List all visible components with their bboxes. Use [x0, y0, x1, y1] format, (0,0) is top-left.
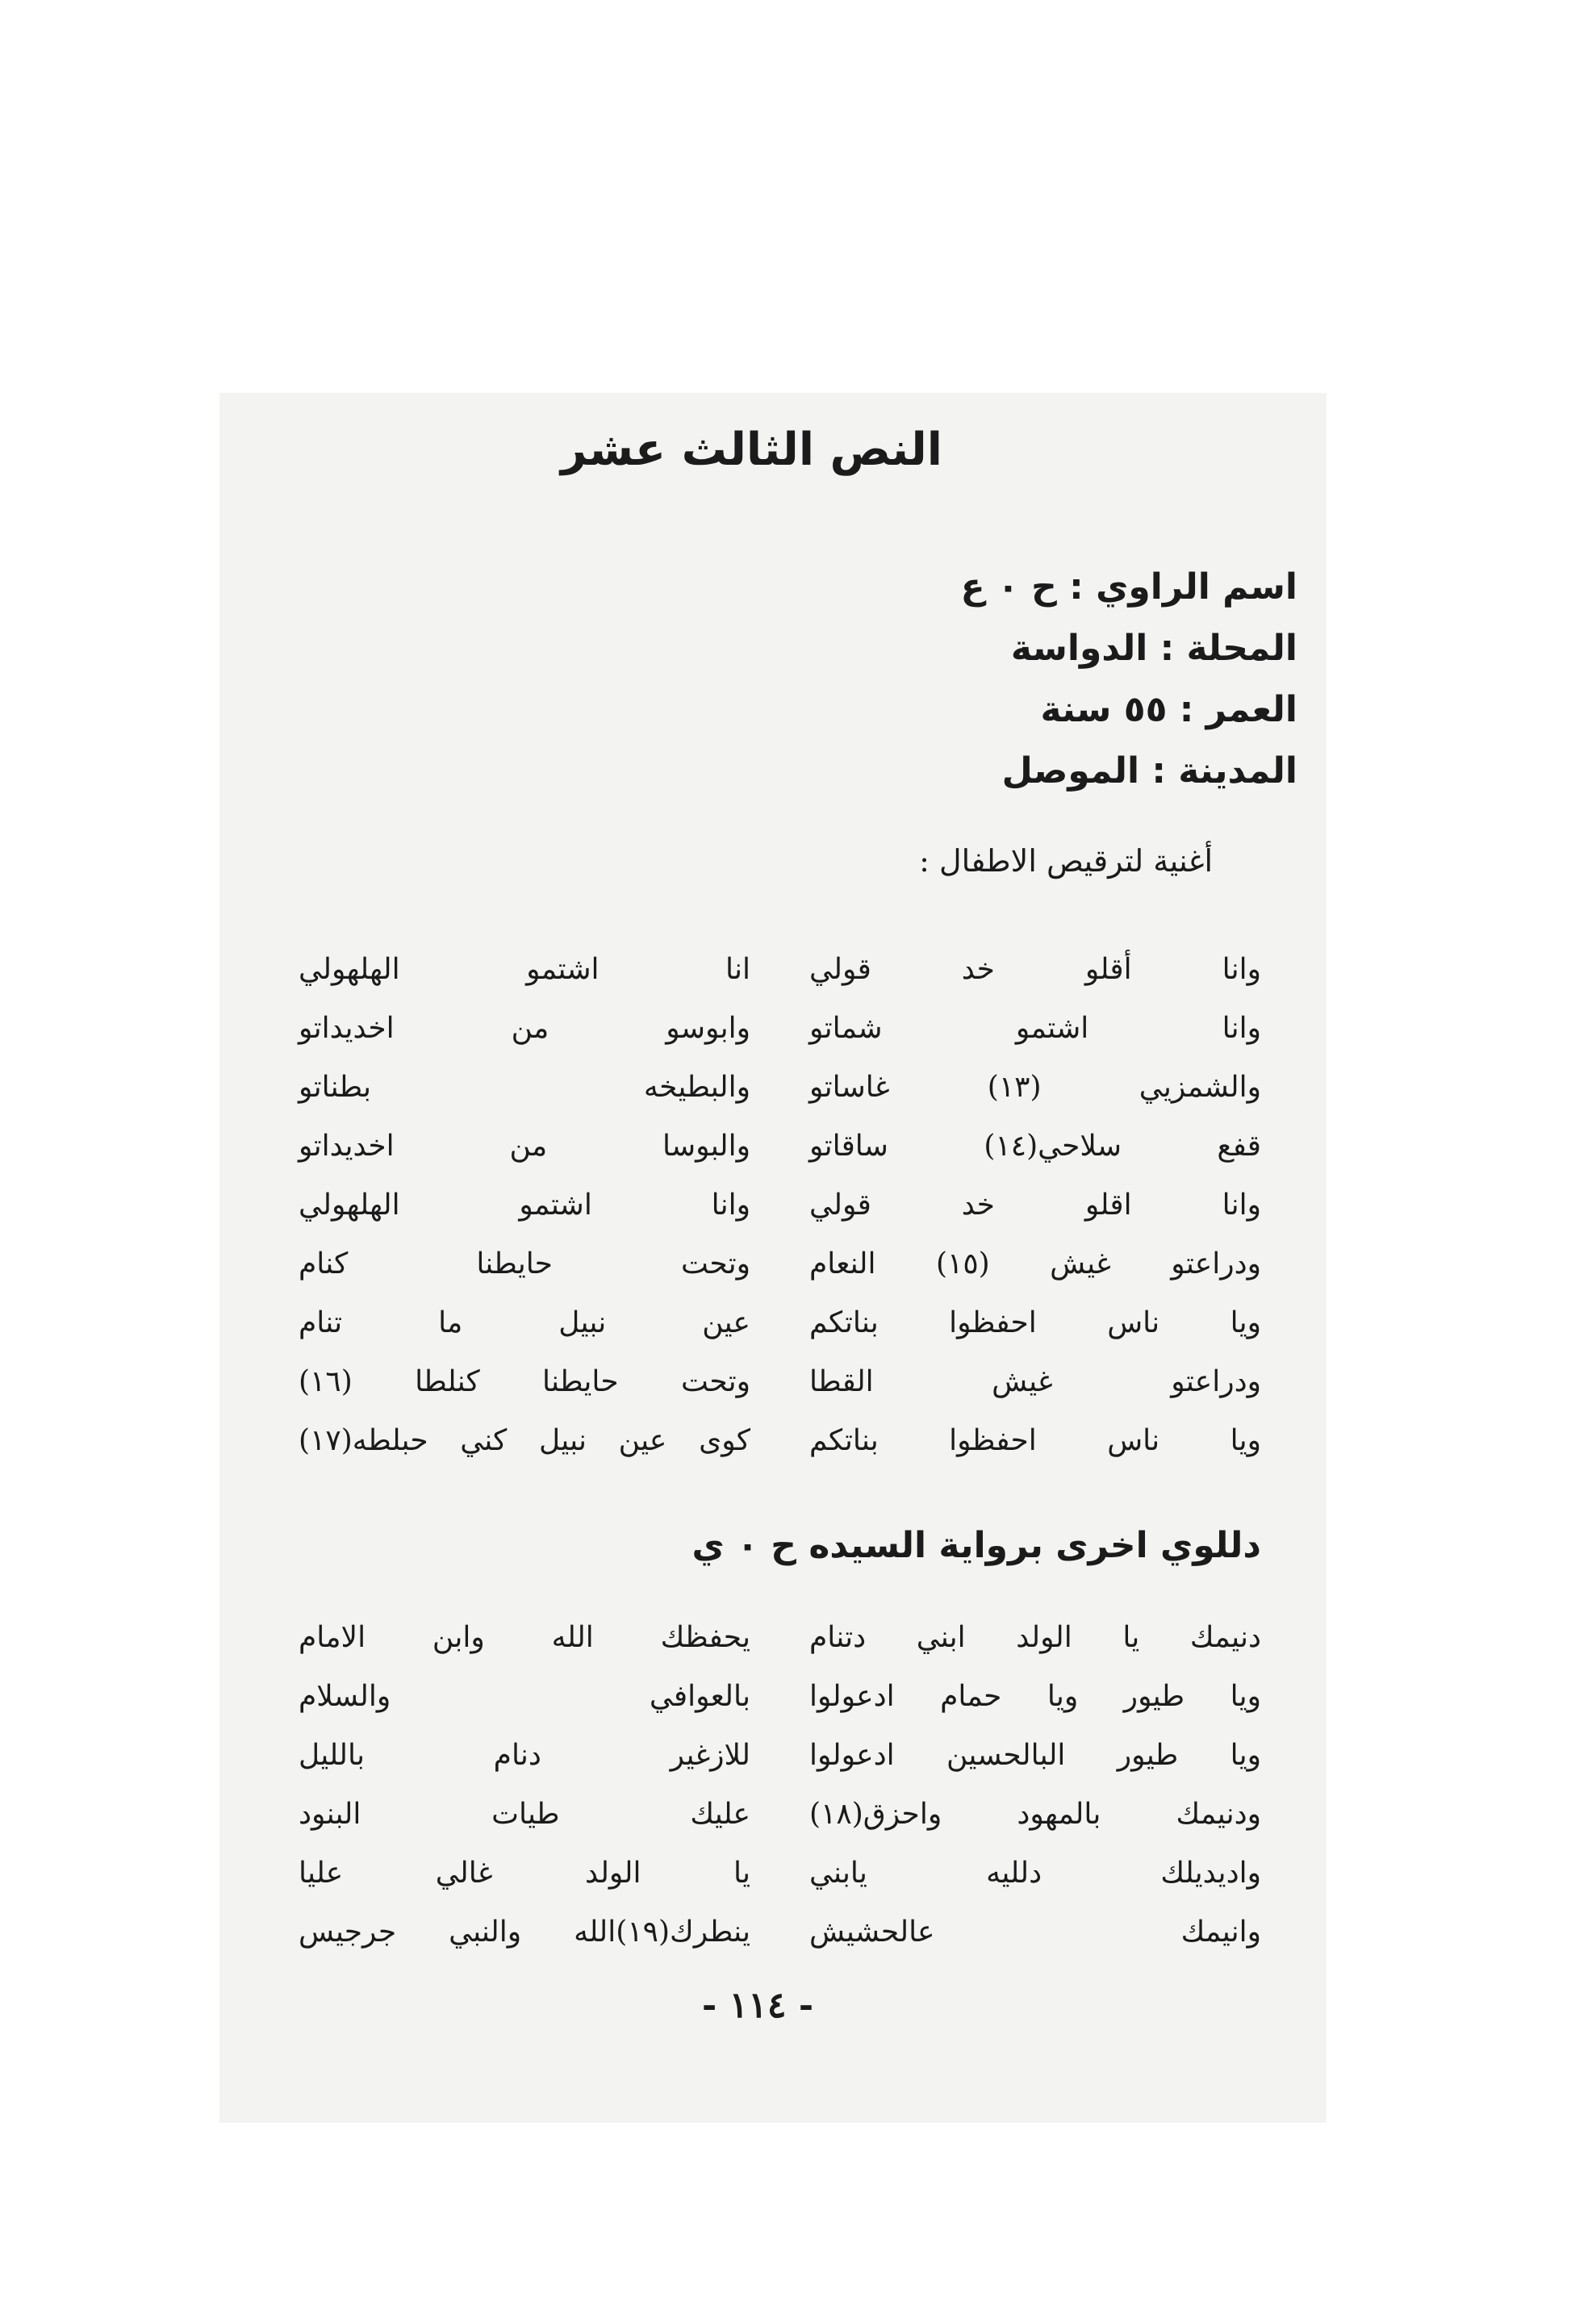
verse-line	[299, 1176, 1261, 1234]
verse-left-hemistich: انا اشتمو الهلهولي	[299, 953, 750, 986]
section-subheading: دللوي اخرى برواية السيده ح ٠ ي	[691, 1525, 1261, 1566]
verse-line	[299, 999, 1261, 1058]
verse-right-hemistich: وانا اقلو خد قولي	[809, 1189, 1261, 1222]
verse-right-hemistich: ويا ناس احفظوا بناتكم	[809, 1424, 1261, 1457]
verse-left-hemistich: عين نبيل ما تنام	[299, 1306, 750, 1339]
verse-line	[299, 1058, 1261, 1117]
verse-left-hemistich: وانا اشتمو الهلهولي	[299, 1189, 750, 1222]
verse-line	[299, 1117, 1261, 1176]
narrator-name: اسم الراوي : ح ٠ ع	[960, 566, 1297, 608]
song-intro: أغنية لترقيص الاطفال :	[919, 843, 1213, 879]
verse-line	[299, 1844, 1261, 1903]
verse-right-hemistich: وانيمك عالحشيش	[809, 1915, 1261, 1949]
verse-right-hemistich: ويا طيور ويا حمام ادعولوا	[809, 1680, 1261, 1713]
verse-left-hemistich: يا الولد غالي عليا	[299, 1857, 750, 1890]
verse-right-hemistich: ودراعتو غيش القطا	[809, 1365, 1261, 1398]
verse-left-hemistich: بالعوافي والسلام	[299, 1680, 750, 1713]
verse-left-hemistich: والبوسا من اخديداتو	[299, 1130, 750, 1163]
narrator-quarter: المحلة : الدواسة	[1010, 628, 1297, 669]
verse-line	[299, 1903, 1261, 1961]
verse-left-hemistich: وتحت حايطنا كنام	[299, 1247, 750, 1280]
verse-left-hemistich: يحفظك الله وابن الامام	[299, 1621, 750, 1654]
verse-line	[299, 1785, 1261, 1844]
verse-left-hemistich: عليك طيات البنود	[299, 1798, 750, 1831]
verse-left-hemistich: وابوسو من اخديداتو	[299, 1012, 750, 1045]
verse-right-hemistich: ودنيمك بالمهود واحزق(١٨)	[809, 1798, 1261, 1831]
verse-line	[299, 1352, 1261, 1411]
verse-right-hemistich: وانا أقلو خد قولي	[809, 953, 1261, 986]
verse-line	[299, 1608, 1261, 1667]
verse-line	[299, 1234, 1261, 1293]
narrator-info	[961, 557, 1297, 802]
verse-right-hemistich: ويا ناس احفظوا بناتكم	[809, 1306, 1261, 1339]
verse-line	[299, 1293, 1261, 1352]
page-title: النص الثالث عشر	[561, 424, 942, 476]
verse-right-hemistich: ودراعتو غيش (١٥) النعام	[809, 1247, 1261, 1280]
song-one-verses	[299, 940, 1261, 1470]
verse-right-hemistich: وانا اشتمو شماتو	[809, 1012, 1261, 1045]
verse-line	[299, 1667, 1261, 1726]
verse-left-hemistich: وتحت حايطنا كنلطا (١٦)	[299, 1365, 750, 1398]
verse-left-hemistich: كوى عين نبيل كني حبلطه(١٧)	[299, 1424, 750, 1457]
verse-line	[299, 1411, 1261, 1470]
verse-right-hemistich: دنيمك يا الولد ابني دتنام	[809, 1621, 1261, 1654]
song-two-verses	[299, 1608, 1261, 1961]
verse-line	[299, 940, 1261, 999]
verse-right-hemistich: واديديلك دلليه يابني	[809, 1857, 1261, 1890]
verse-left-hemistich: ينطرك(١٩)الله والنبي جرجيس	[299, 1915, 750, 1949]
verse-left-hemistich: والبطيخه بطناتو	[299, 1071, 750, 1104]
verse-right-hemistich: ويا طيور البالحسين ادعولوا	[809, 1739, 1261, 1772]
verse-right-hemistich: قفع سلاحي(١٤) ساقاتو	[809, 1130, 1261, 1163]
verse-line	[299, 1726, 1261, 1785]
verse-right-hemistich: والشمزيي (١٣) غاساتو	[809, 1071, 1261, 1104]
narrator-city: المدينة : الموصل	[1001, 750, 1297, 792]
verse-left-hemistich: للازغير دنام بالليل	[299, 1739, 750, 1772]
page-number: - ١١٤ -	[702, 1985, 814, 2026]
narrator-age: العمر : ٥٥ سنة	[1040, 689, 1297, 730]
